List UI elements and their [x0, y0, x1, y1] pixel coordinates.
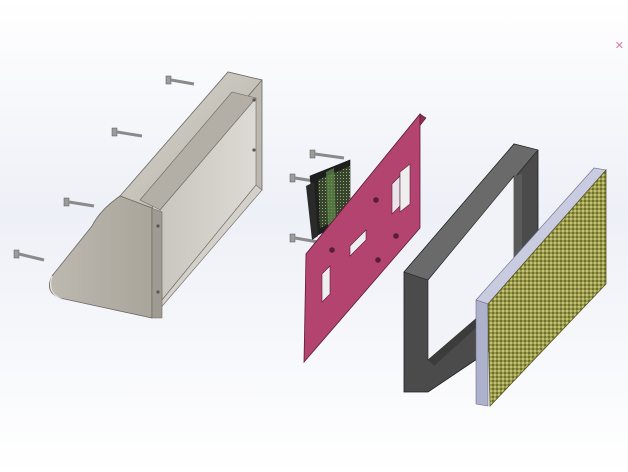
view-orientation-corner-icon[interactable]: ✕ — [614, 39, 624, 52]
